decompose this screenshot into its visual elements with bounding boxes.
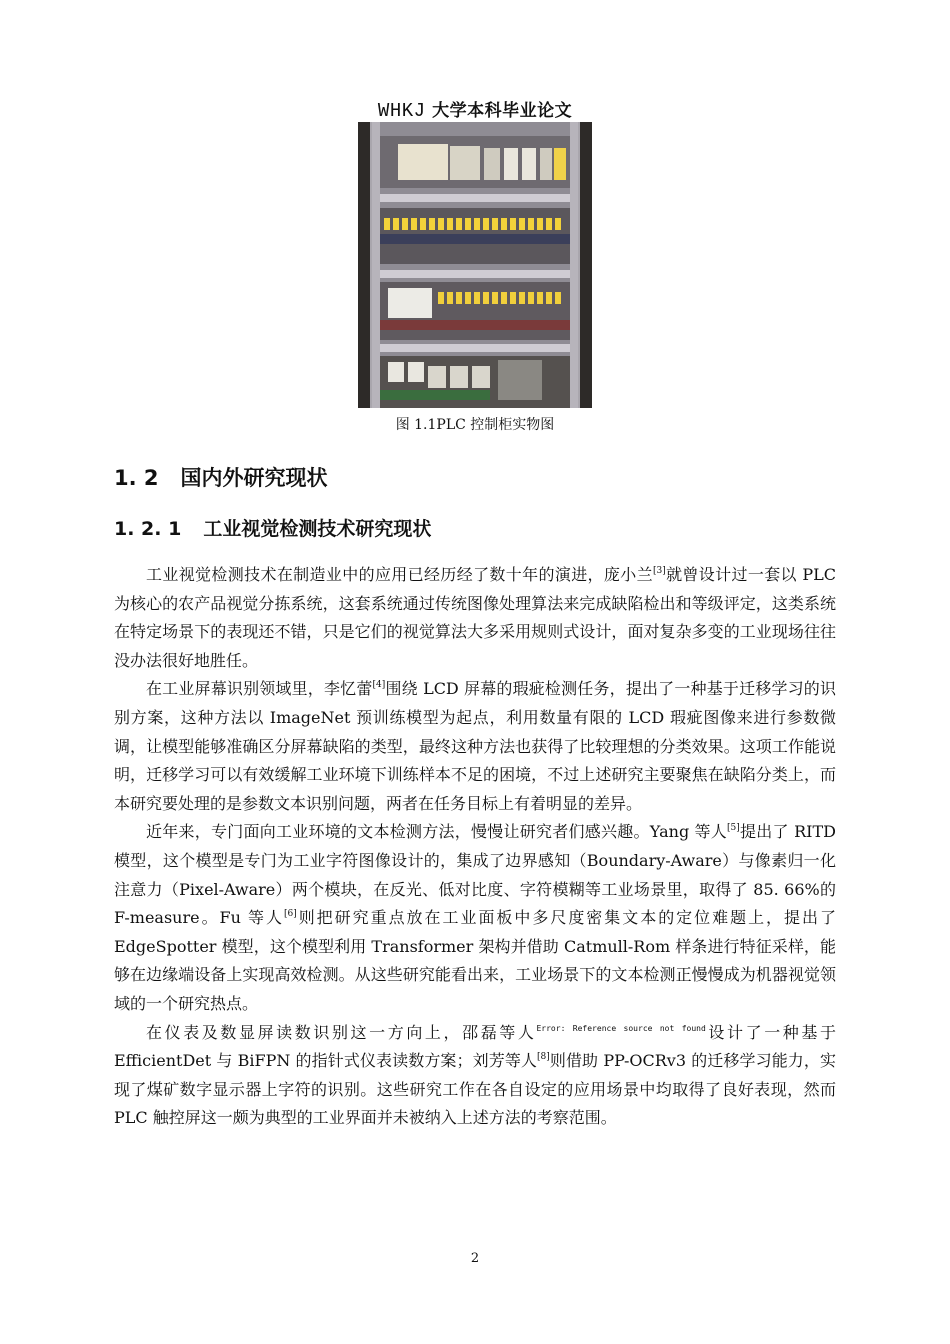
text-run: 在工业屏幕识别领域里，李忆蕾 — [146, 679, 373, 699]
header-thesis-label: 大学本科毕业论文 — [432, 101, 573, 121]
plc-cabinet-photo — [358, 122, 592, 408]
text-run: 围绕 LCD 屏幕的瑕疵检测任务，提出了一种基于迁移学习的识别方案，这种方法以 ImageNet 预训练模型为起点，利用数量有限的 LCD 瑕疵图像来进行参数微调，让模型能够准确区分屏幕缺陷的类型，最终这种方法也获得了比较理想的分类效果。这项工作能说明，迁移学习可以有效缓解工业环境下训练样本不足的困境，不过上述研究主要聚焦在缺陷分类上，而本研究要处理的是参数文本识别问题，两者在任务目标上有着明显的差异。 — [114, 679, 836, 813]
citation-error: Error: Reference source not found — [536, 1023, 706, 1033]
text-run: 近年来，专门面向工业环境的文本检测方法，慢慢让研究者们感兴趣。Yang 等人 — [146, 822, 728, 842]
citation: [5] — [727, 823, 740, 834]
section-heading — [114, 462, 328, 492]
citation: [3] — [652, 566, 666, 576]
text-run: 在仪表及数显屏读数识别这一方向上，邵磊等人 — [146, 1022, 537, 1042]
paragraph — [114, 1019, 836, 1133]
paragraph — [114, 561, 836, 675]
plc-cabinet-illustration — [358, 122, 592, 408]
subsection-number: 1. 2. 1 — [114, 518, 182, 540]
text-run: 工业视觉检测技术在制造业中的应用已经历经了数十年的演进，庞小兰 — [146, 565, 653, 584]
subsection-heading — [114, 514, 431, 541]
text-run: 则借助 PP-OCRv3 的迁移学习能力，实现了煤矿数字显示器上字符的识别。这些研究工作在各自设定的应用场景中均取得了良好表现，然而 PLC 触控屏这一颇为典型的工业界面并未被纳入上述方法的考察范围。 — [114, 1051, 836, 1128]
citation: [8] — [537, 1052, 550, 1063]
section-title: 国内外研究现状 — [180, 466, 328, 490]
citation: [4] — [372, 680, 386, 691]
paragraph — [114, 818, 836, 1018]
citation: [6] — [283, 909, 297, 920]
text-run: 就曾设计过一套以 PLC 为核心的农产品视觉分拣系统，这套系统通过传统图像处理算法来完成缺陷检出和等级评定，这类系统在特定场景下的表现还不错，只是它们的视觉算法大多采用规则式设计，面对复杂多变的工业现场往往没办法很好地胜任。 — [114, 565, 836, 670]
text-run: 提出了 RITD 模型，这个模型是专门为工业字符图像设计的，集成了边界感知（Boundary-Aware）与像素归一化注意力（Pixel-Aware）两个模块，在反光、低对比度、字符模糊等工业场景里，取得了 85. 66%的 F-measure。Fu 等人 — [114, 822, 836, 928]
figure-caption: 图 1.1PLC 控制柜实物图 — [395, 417, 555, 433]
paragraph — [114, 675, 836, 818]
body-text — [114, 561, 836, 1133]
section-number: 1. 2 — [114, 466, 159, 490]
text-run: 则把研究重点放在工业面板中多尺度密集文本的定位难题上，提出了 EdgeSpotter 模型，这个模型利用 Transformer 架构并借助 Catmull-Rom 样条进行特征采样，能够在边缘端设备上实现高效检测。从这些研究能看出来，工业场景下的文本检测正慢慢成为机器视觉领域的一个研究热点。 — [114, 908, 836, 1013]
text-run: 设计了一种基于 EfficientDet 与 BiFPN 的指针式仪表读数方案；刘芳等人 — [114, 1022, 836, 1071]
running-header — [0, 96, 950, 122]
header-university-code: WHKJ — [377, 100, 426, 122]
page-number: 2 — [470, 1251, 480, 1266]
subsection-title: 工业视觉检测技术研究现状 — [203, 518, 432, 540]
